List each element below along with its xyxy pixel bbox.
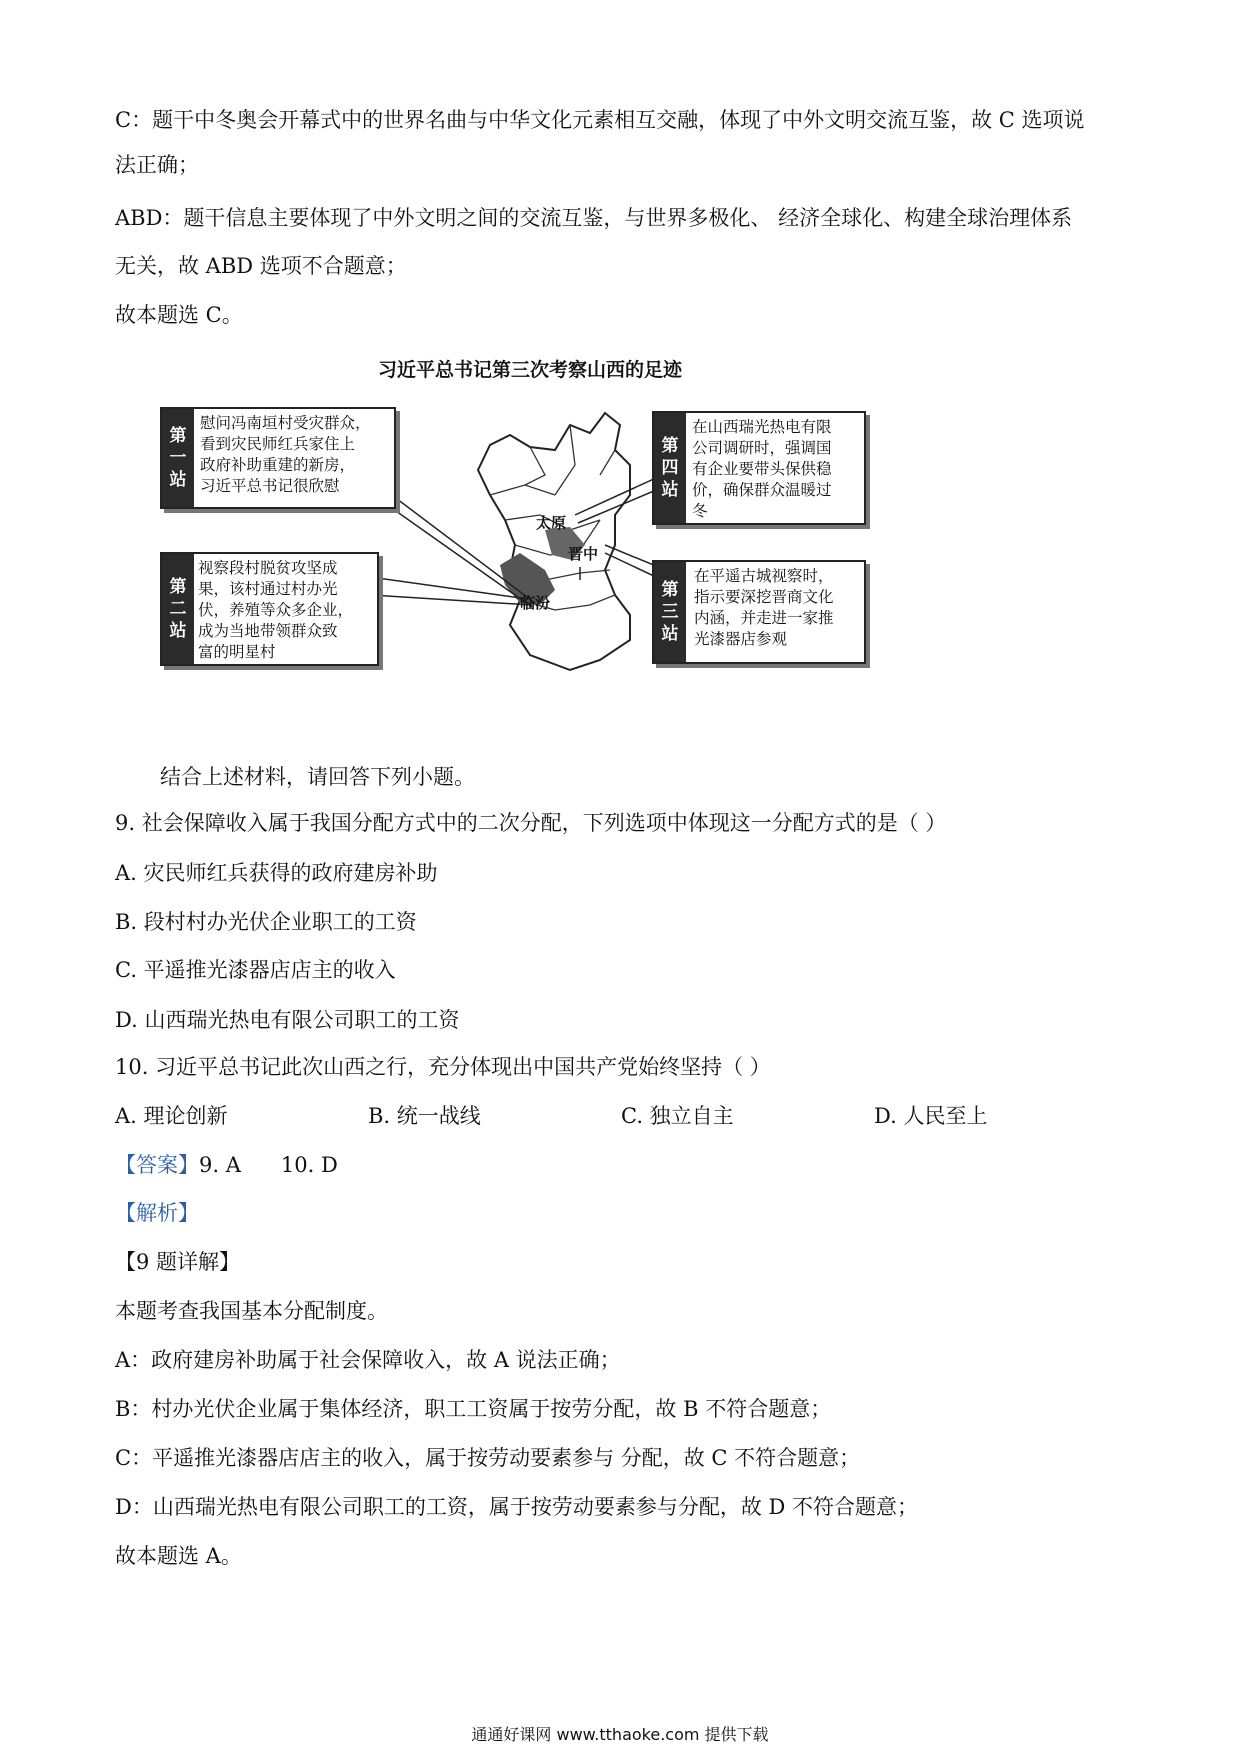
detail-line: 本题考查我国基本分配制度。 <box>115 1299 388 1323</box>
question-9-option-a: A. 灾民师红兵获得的政府建房补助 <box>115 861 438 885</box>
explanation-line: C：题干中冬奥会开幕式中的世界名曲与中华文化元素相互交融，体现了中外文明交流互鉴，故 C 选项说 <box>115 108 1085 132</box>
stop-3-box <box>652 560 866 664</box>
stop-4-text: 在山西瑞光热电有限 公司调研时，强调国 有企业要带头保供稳 价，确保群众温暖过 冬 <box>692 418 832 520</box>
explanation-line: 法正确； <box>115 153 199 177</box>
stop-3-tab: 第 三 站 <box>654 562 686 662</box>
question-9-option-c: C. 平遥推光漆器店店主的收入 <box>115 958 396 982</box>
stop-1-text: 慰问冯南垣村受灾群众， 看到灾民师红兵家住上 政府补助重建的新房， 习近平总书记很欣慰 <box>200 414 371 495</box>
explanation-line: ABD：题干信息主要体现了中外文明之间的交流互鉴，与世界多极化、 经济全球化、构建全球治理体系 <box>115 206 1073 230</box>
answer-9: 9. A <box>199 1153 241 1177</box>
stop-1-tab: 第 一 站 <box>162 409 194 507</box>
detail-line: A：政府建房补助属于社会保障收入，故 A 说法正确； <box>115 1348 621 1372</box>
explanation-line: 无关，故 ABD 选项不合题意； <box>115 254 407 278</box>
question-9-option-d: D. 山西瑞光热电有限公司职工的工资 <box>115 1008 460 1032</box>
detail-line: B：村办光伏企业属于集体经济，职工工资属于按劳分配，故 B 不符合题意； <box>115 1397 832 1421</box>
answer-line <box>115 1150 338 1180</box>
question-10-option-c: C. 独立自主 <box>621 1104 734 1128</box>
page-footer: 通通好课网 www.tthaoke.com 提供下载 <box>471 1725 769 1744</box>
question-9-stem: 9. 社会保障收入属于我国分配方式中的二次分配，下列选项中体现这一分配方式的是（ ） <box>115 811 947 835</box>
detail-line: 故本题选 A。 <box>115 1544 242 1568</box>
question-9-option-b: B. 段村村办光伏企业职工的工资 <box>115 910 417 934</box>
question-10-option-b: B. 统一战线 <box>368 1104 481 1128</box>
city-label-jinzhong: 晋中 <box>568 545 599 563</box>
stop-2-text: 视察段村脱贫攻坚成 果，该村通过村办光 伏，养殖等众多企业， 成为当地带领群众致 富的明星村 <box>198 559 354 661</box>
answer-tag: 【答案】 <box>115 1153 199 1177</box>
analysis-tag: 【解析】 <box>115 1201 199 1225</box>
city-label-linfen: 临汾 <box>520 594 551 612</box>
detail-line: C：平遥推光漆器店店主的收入，属于按劳动要素参与 分配，故 C 不符合题意； <box>115 1446 861 1470</box>
stop-4-tab: 第 四 站 <box>654 413 686 523</box>
stop-2-box <box>160 552 379 666</box>
question-10-stem: 10. 习近平总书记此次山西之行，充分体现出中国共产党始终坚持（ ） <box>115 1055 771 1079</box>
city-label-taiyuan: 太原 <box>536 514 567 532</box>
shanxi-tour-figure <box>160 355 900 685</box>
detail-tag: 【9 题详解】 <box>115 1250 241 1274</box>
question-10-option-a: A. 理论创新 <box>115 1104 228 1128</box>
stop-2-tab: 第 二 站 <box>162 554 194 664</box>
stop-1-box <box>160 407 396 509</box>
material-intro: 结合上述材料，请回答下列小题。 <box>160 765 475 789</box>
figure-title: 习近平总书记第三次考察山西的足迹 <box>377 359 682 381</box>
detail-line: D：山西瑞光热电有限公司职工的工资，属于按劳动要素参与分配，故 D 不符合题意； <box>115 1495 919 1519</box>
question-10-option-d: D. 人民至上 <box>874 1104 988 1128</box>
stop-4-box <box>652 411 866 525</box>
explanation-line: 故本题选 C。 <box>115 303 243 327</box>
answer-10: 10. D <box>280 1153 338 1177</box>
stop-3-text: 在平遥古城视察时， 指示要深挖晋商文化 内涵，并走进一家推 光漆器店参观 <box>694 567 834 648</box>
